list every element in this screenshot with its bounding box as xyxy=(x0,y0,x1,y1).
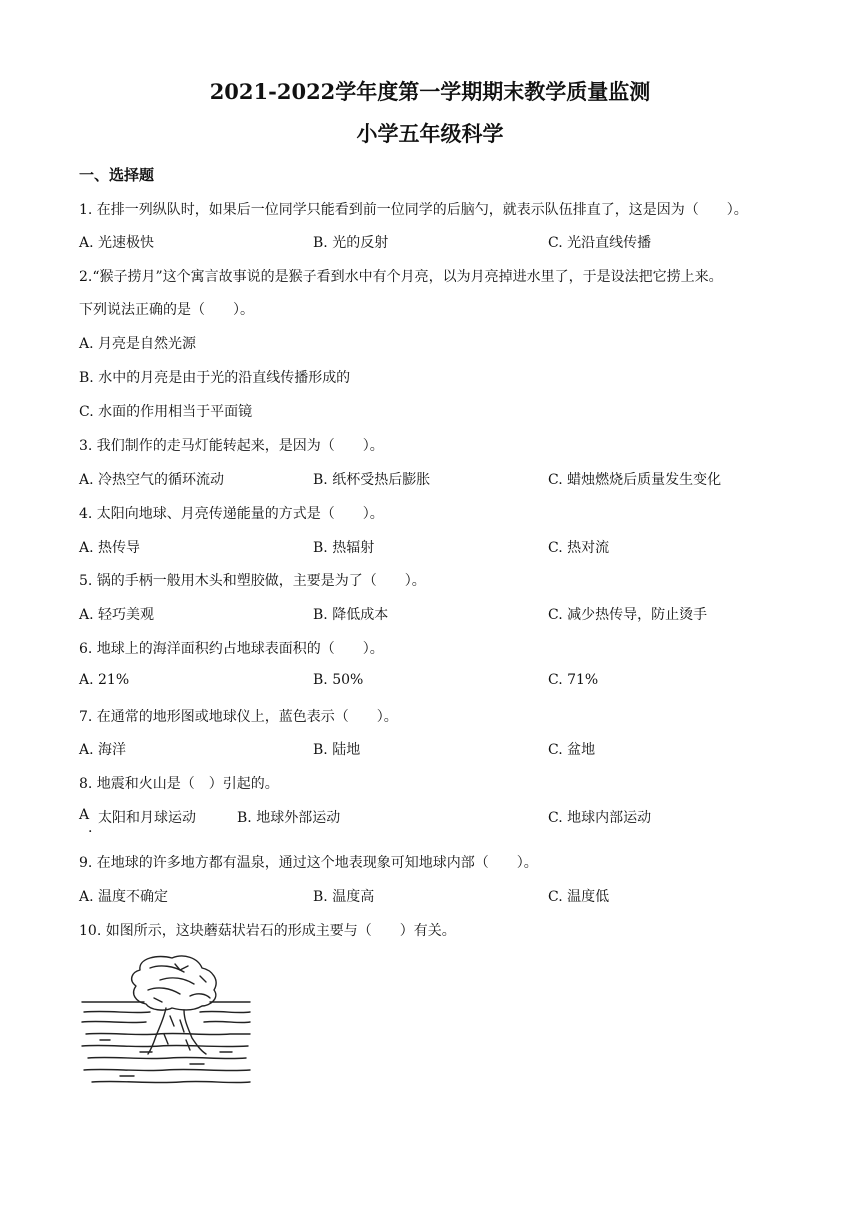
question-5-option-c[interactable]: C. 减少热传导，防止烫手 xyxy=(548,607,708,623)
question-2-stem-continued: 下列说法正确的是（ ）。 xyxy=(79,302,254,318)
question-5-option-b[interactable]: B. 降低成本 xyxy=(313,607,389,623)
question-1-option-b[interactable]: B. 光的反射 xyxy=(313,235,389,251)
exam-subtitle: 小学五年级科学 xyxy=(356,121,504,146)
exam-title: 2021-2022学年度第一学期期末教学质量监测 xyxy=(209,79,651,104)
question-5-option-a[interactable]: A. 轻巧美观 xyxy=(79,607,155,623)
question-8-option-b[interactable]: B. 地球外部运动 xyxy=(237,810,341,826)
question-6-stem: 6. 地球上的海洋面积约占地球表面积的（ ）。 xyxy=(79,641,384,657)
question-1-stem: 1. 在排一列纵队时，如果后一位同学只能看到前一位同学的后脑勺，就表示队伍排直了，这是因为（ ）。 xyxy=(79,202,748,218)
section-heading: 一、选择题 xyxy=(79,166,155,184)
question-8-stem: 8. 地震和火山是（ ）引起的。 xyxy=(79,776,279,792)
question-7-option-a[interactable]: A. 海洋 xyxy=(79,742,127,758)
question-1-option-c[interactable]: C. 光沿直线传播 xyxy=(548,235,652,251)
question-6-option-c[interactable]: C. 71% xyxy=(548,672,599,688)
question-3-option-a[interactable]: A. 冷热空气的循环流动 xyxy=(79,472,225,488)
question-3-option-b[interactable]: B. 纸杯受热后膨胀 xyxy=(313,472,431,488)
question-9-option-b[interactable]: B. 温度高 xyxy=(313,889,375,905)
question-2-stem: 2.“猴子捞月”这个寓言故事说的是猴子看到水中有个月亮，以为月亮掉进水里了，于是设法把它捞上来。 xyxy=(79,269,723,285)
question-1-option-a[interactable]: A. 光速极快 xyxy=(79,235,155,251)
question-6-option-b[interactable]: B. 50% xyxy=(313,672,364,688)
question-9-option-c[interactable]: C. 温度低 xyxy=(548,889,610,905)
question-2-option-b[interactable]: B. 水中的月亮是由于光的沿直线传播形成的 xyxy=(79,370,351,386)
question-5-stem: 5. 锅的手柄一般用木头和塑胶做，主要是为了（ ）。 xyxy=(79,573,426,589)
question-7-option-c[interactable]: C. 盆地 xyxy=(548,742,596,758)
question-3-stem: 3. 我们制作的走马灯能转起来，是因为（ ）。 xyxy=(79,438,384,454)
question-8-option-c[interactable]: C. 地球内部运动 xyxy=(548,810,652,826)
stray-dot: . xyxy=(88,820,93,836)
question-8-option-a-letter[interactable]: A xyxy=(79,807,90,823)
mushroom-rock-figure xyxy=(80,950,252,1092)
question-3-option-c[interactable]: C. 蜡烛燃烧后质量发生变化 xyxy=(548,472,722,488)
question-9-option-a[interactable]: A. 温度不确定 xyxy=(79,889,169,905)
question-10-stem: 10. 如图所示，这块蘑菇状岩石的形成主要与（ ）有关。 xyxy=(79,923,456,939)
question-4-option-a[interactable]: A. 热传导 xyxy=(79,540,141,556)
question-7-option-b[interactable]: B. 陆地 xyxy=(313,742,361,758)
question-8-option-a-text[interactable]: 太阳和月球运动 xyxy=(98,810,196,826)
question-4-option-c[interactable]: C. 热对流 xyxy=(548,540,610,556)
question-9-stem: 9. 在地球的许多地方都有温泉，通过这个地表现象可知地球内部（ ）。 xyxy=(79,855,538,871)
question-4-stem: 4. 太阳向地球、月亮传递能量的方式是（ ）。 xyxy=(79,506,384,522)
question-6-option-a[interactable]: A. 21% xyxy=(79,672,130,688)
question-2-option-c[interactable]: C. 水面的作用相当于平面镜 xyxy=(79,404,253,420)
question-4-option-b[interactable]: B. 热辐射 xyxy=(313,540,375,556)
question-7-stem: 7. 在通常的地形图或地球仪上，蓝色表示（ ）。 xyxy=(79,709,398,725)
question-2-option-a[interactable]: A. 月亮是自然光源 xyxy=(79,336,197,352)
